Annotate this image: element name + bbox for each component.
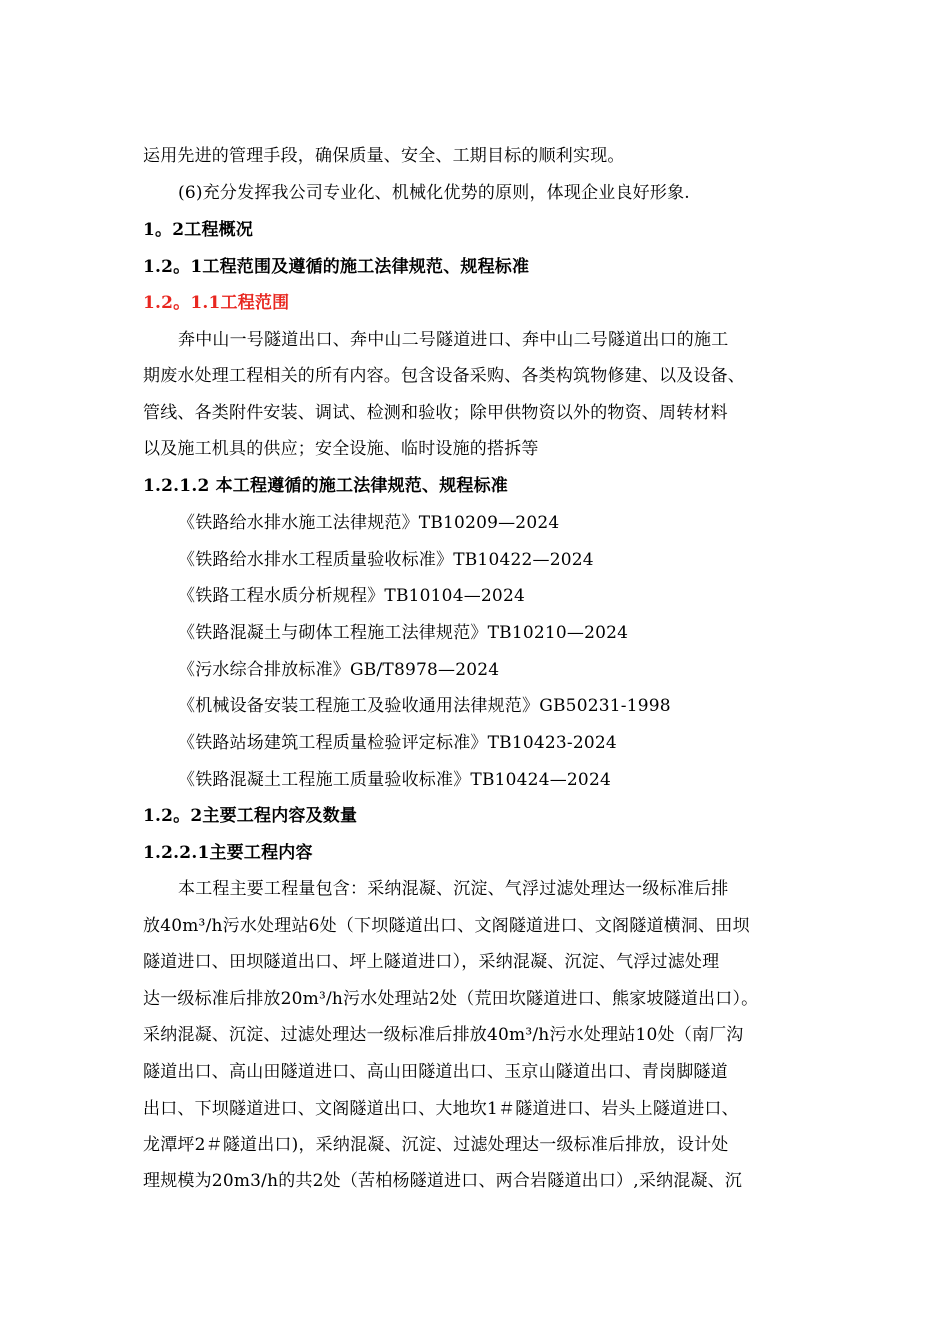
scope-line: 奔中山一号隧道出口、奔中山二号隧道进口、奔中山二号隧道出口的施工: [178, 330, 729, 350]
scope-line: 期废水处理工程相关的所有内容。包含设备采购、各类构筑物修建、以及设备、: [143, 366, 745, 386]
section-heading: 1。2工程概况: [143, 220, 254, 240]
content-line: 理规模为20m3/h的共2处（苦柏杨隧道进口、两合岩隧道出口）,采纳混凝、沉: [143, 1171, 743, 1191]
standard-item: 《铁路站场建筑工程质量检验评定标准》TB10423-2024: [178, 733, 617, 753]
standard-item: 《污水综合排放标准》GB/T8978—2024: [178, 660, 500, 680]
content-line: 达一级标准后排放20m³/h污水处理站2处（荒田坎隧道进口、熊家坡隧道出口）。: [143, 989, 759, 1009]
content-line: 隧道进口、田坝隧道出口、坪上隧道进口），采纳混凝、沉淀、气浮过滤处理: [143, 952, 720, 972]
content-line: 出口、下坝隧道进口、文阁隧道出口、大地坎1＃隧道进口、岩头上隧道进口、: [143, 1099, 739, 1119]
subsubsection-heading: 1.2.1.2 本工程遵循的施工法律规范、规程标准: [143, 476, 508, 496]
content-line: 隧道出口、高山田隧道进口、高山田隧道出口、玉京山隧道出口、青岗脚隧道: [143, 1062, 728, 1082]
scope-line: 管线、各类附件安装、调试、检测和验收；除甲供物资以外的物资、周转材料: [143, 403, 728, 423]
content-line: 放40m³/h污水处理站6处（下坝隧道出口、文阁隧道进口、文阁隧道横洞、田坝: [143, 916, 750, 936]
content-line: 本工程主要工程量包含：采纳混凝、沉淀、气浮过滤处理达一级标准后排: [178, 879, 729, 899]
standard-item: 《铁路给水排水施工法律规范》TB10209—2024: [178, 513, 560, 533]
subsubsection-heading: 1.2.2.1主要工程内容: [143, 843, 313, 863]
scope-line: 以及施工机具的供应；安全设施、临时设施的搭拆等: [143, 439, 539, 459]
intro-line: (6)充分发挥我公司专业化、机械化优势的原则，体现企业良好形象.: [178, 183, 690, 203]
intro-line: 运用先进的管理手段，确保质量、安全、工期目标的顺利实现。: [143, 146, 625, 166]
standard-item: 《铁路混凝土与砌体工程施工法律规范》TB10210—2024: [178, 623, 629, 643]
standard-item: 《铁路给水排水工程质量验收标准》TB10422—2024: [178, 550, 594, 570]
standard-item: 《铁路工程水质分析规程》TB10104—2024: [178, 586, 525, 606]
subsubsection-heading: 1.2。1.1工程范围: [143, 293, 290, 313]
subsection-heading: 1.2。1工程范围及遵循的施工法律规范、规程标准: [143, 257, 530, 277]
content-line: 龙潭坪2＃隧道出口)，采纳混凝、沉淀、过滤处理达一级标准后排放，设计处: [143, 1135, 729, 1155]
subsection-heading: 1.2。2主要工程内容及数量: [143, 806, 358, 826]
standard-item: 《机械设备安装工程施工及验收通用法律规范》GB50231-1998: [178, 696, 671, 716]
content-line: 采纳混凝、沉淀、过滤处理达一级标准后排放40m³/h污水处理站10处（南厂沟: [143, 1025, 744, 1045]
standard-item: 《铁路混凝土工程施工质量验收标准》TB10424—2024: [178, 770, 611, 790]
